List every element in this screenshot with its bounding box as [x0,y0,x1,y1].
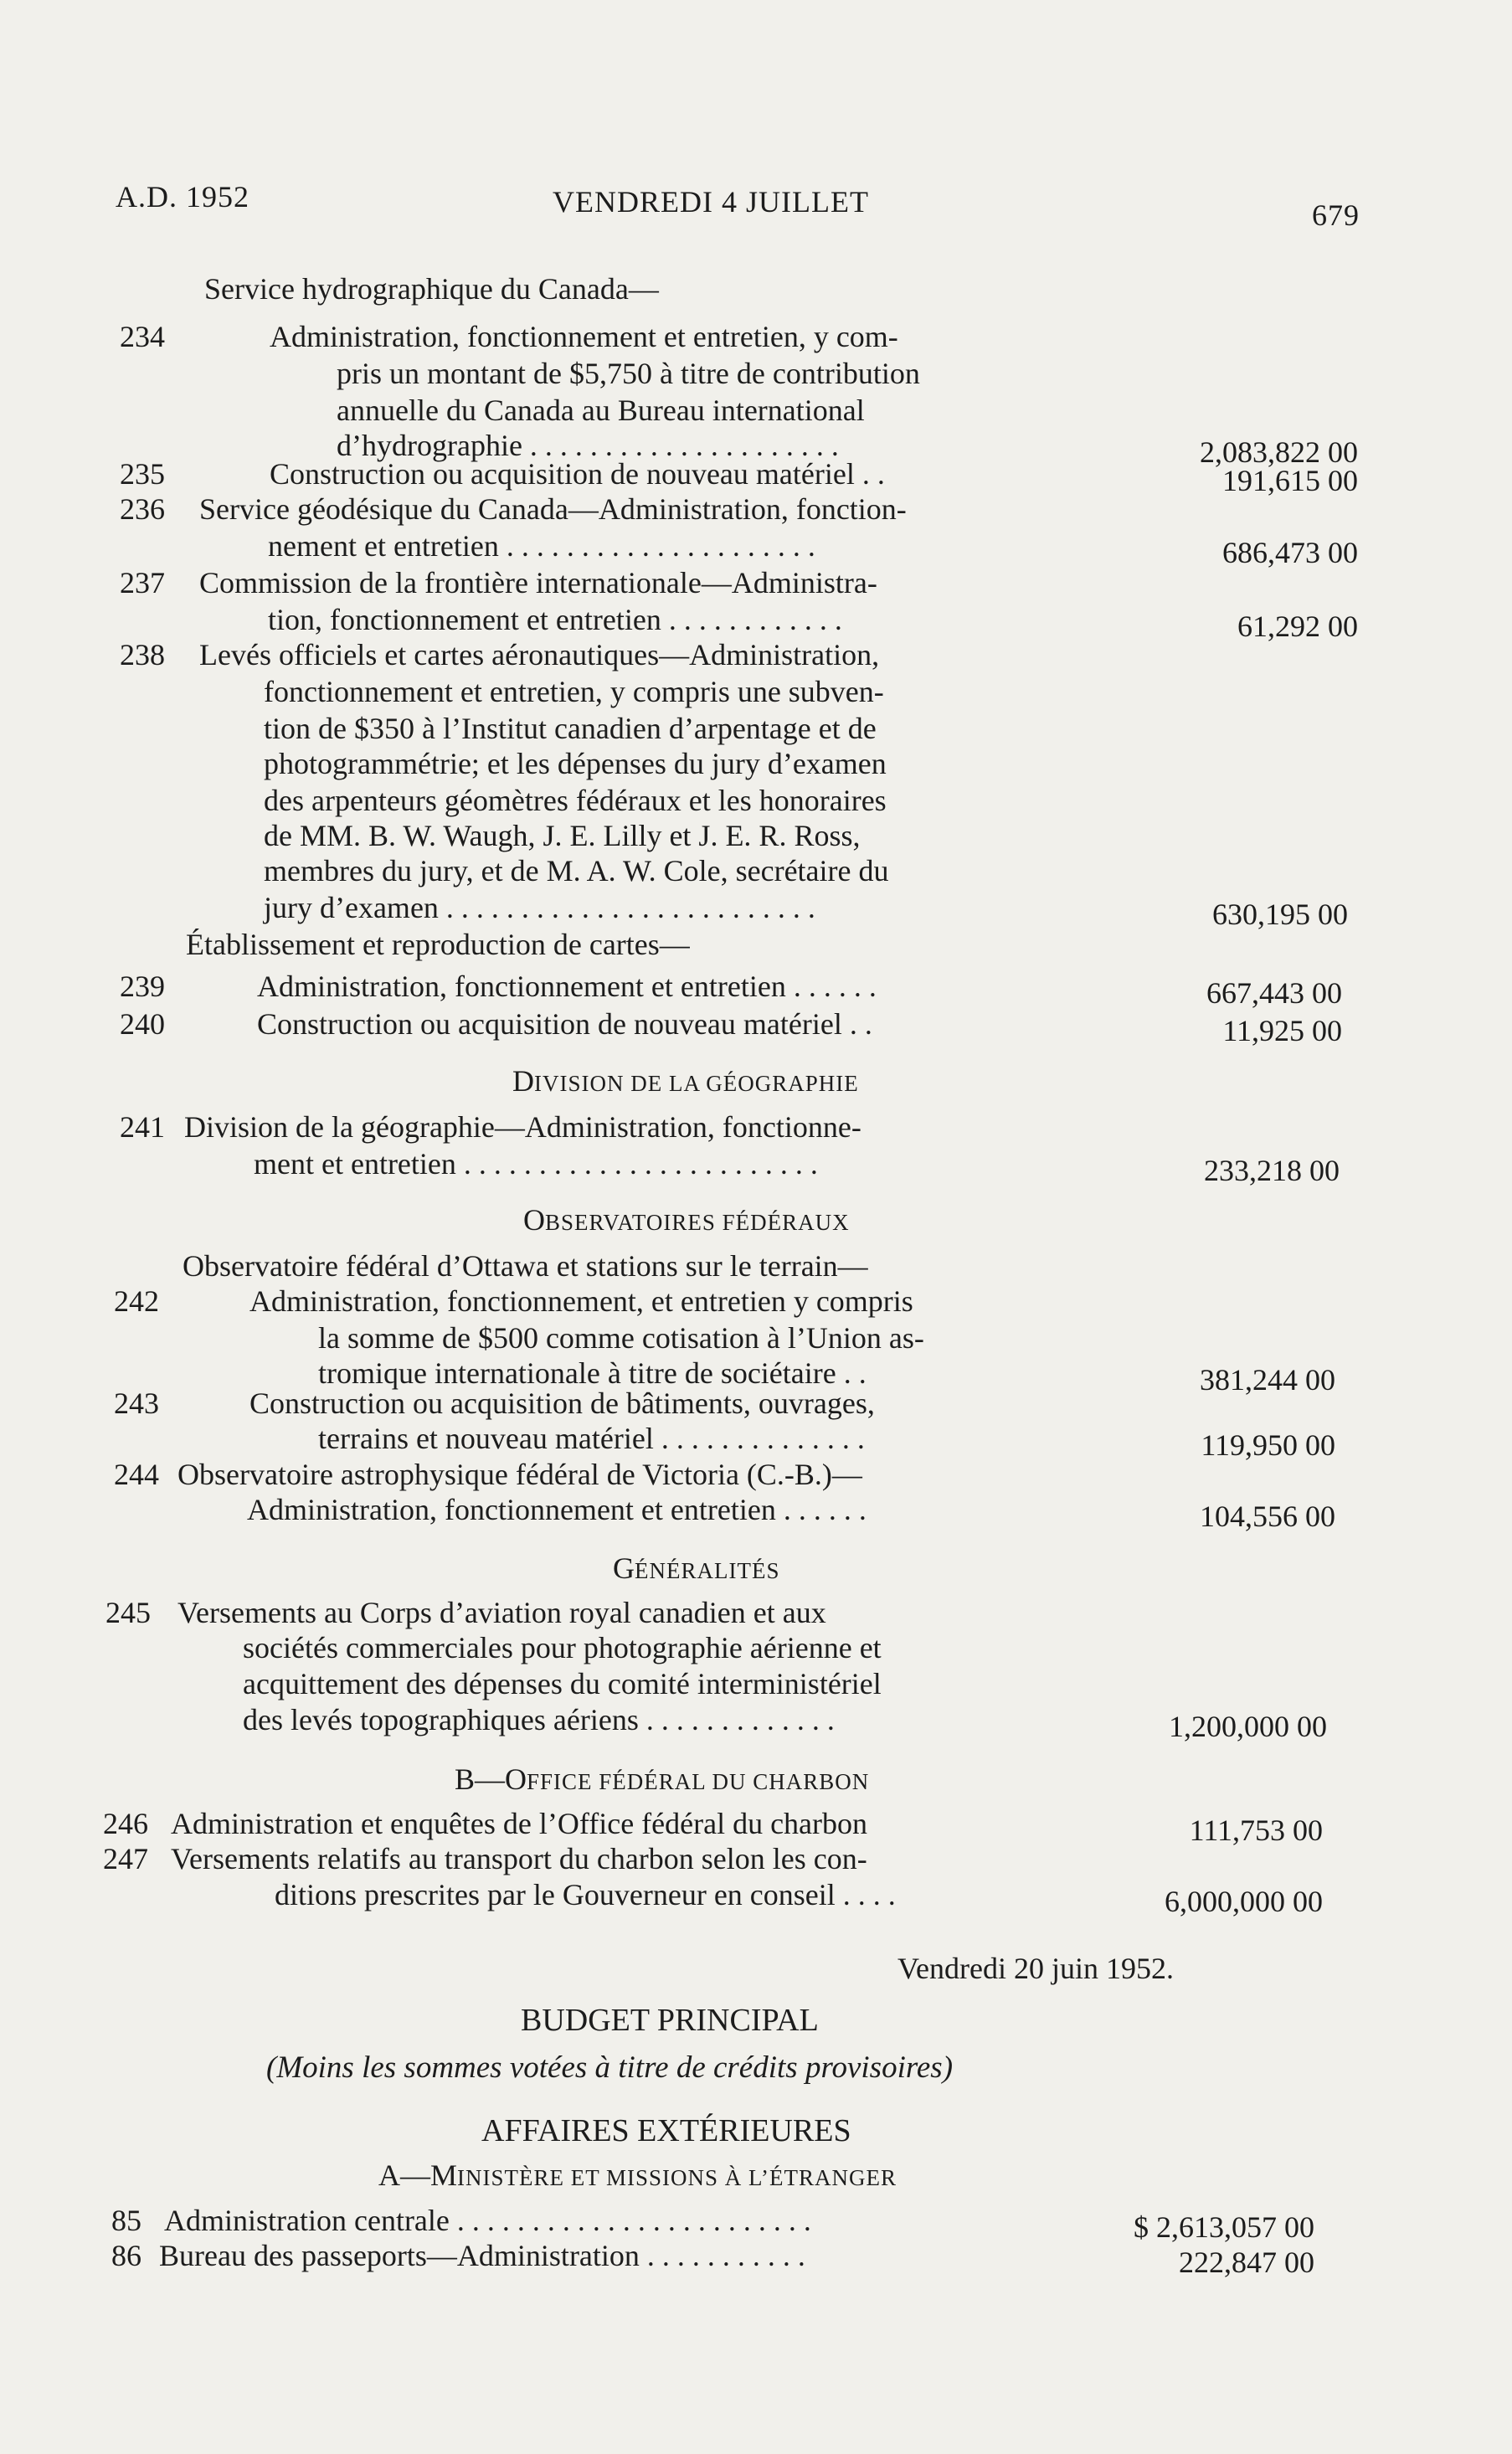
vote-number: 237 [120,566,165,599]
entry-text: Construction ou acquisition de nouveau matériel . . [257,1007,872,1041]
budget-subtitle: (Moins les sommes votées à titre de crédits provisoires) [266,2050,954,2085]
section-heading-initial: D [512,1064,534,1098]
entry-text: Administration, fonctionnement et entretien, y com- [270,320,898,353]
section-heading-rest: BSERVATOIRES FÉDÉRAUX [545,1210,850,1235]
vote-number: 242 [114,1284,159,1318]
entry-text: Versements au Corps d’aviation royal canadien et aux [177,1596,826,1629]
entry-text: Commission de la frontière internationale—Administra- [199,566,877,599]
entry-amount: 104,556 00 [1200,1500,1335,1533]
page-number: 679 [1312,198,1360,232]
entry-text: des levés topographiques aériens . . . . . . . . . . . . . [243,1703,835,1736]
section-heading-rest: FFICE FÉDÉRAL DU CHARBON [527,1769,870,1794]
section-heading-charbon [455,1764,869,1794]
entry-text: la somme de $500 comme cotisation à l’Union as- [318,1321,924,1355]
section-heading-rest: INISTÈRE ET MISSIONS À L’ÉTRANGER [457,2165,897,2190]
entry-text: Levés officiels et cartes aéronautiques—Administration, [199,638,880,671]
entry-amount: 191,615 00 [1222,464,1358,497]
entry-amount: 119,950 00 [1201,1428,1335,1462]
entry-amount: $ 2,613,057 00 [1134,2210,1314,2244]
entry-text: ditions prescrites par le Gouverneur en conseil . . . . [275,1878,896,1911]
entry-text: jury d’examen . . . . . . . . . . . . . . . . . . . . . . . . . [264,891,815,924]
entry-text: Observatoire fédéral d’Ottawa et stations sur le terrain— [183,1249,868,1283]
entry-amount: 222,847 00 [1179,2246,1314,2279]
section-heading-rest: ÉNÉRALITÉS [635,1558,780,1583]
entry-text: Administration, fonctionnement et entretien . . . . . . [257,970,877,1003]
entry-text: acquittement des dépenses du comité interministériel [243,1667,882,1700]
vote-number: 243 [114,1386,159,1420]
vote-number: 85 [111,2204,141,2237]
affaires-title: AFFAIRES EXTÉRIEURES [481,2113,851,2148]
vote-number: 244 [114,1458,159,1491]
entry-amount: 667,443 00 [1206,976,1342,1010]
entry-text: Administration et enquêtes de l’Office fédéral du charbon [171,1807,868,1840]
entry-text: terrains et nouveau matériel . . . . . . . . . . . . . . [318,1422,865,1455]
entry-amount: 6,000,000 00 [1165,1885,1323,1918]
entry-text: d’hydrographie . . . . . . . . . . . . . . . . . . . . . [337,429,839,462]
entry-text: annuelle du Canada au Bureau international [337,394,865,427]
section-heading-observatoires [523,1205,850,1235]
section-heading-initial: B—O [455,1762,527,1796]
entry-text: tromique internationale à titre de sociétaire . . [318,1356,867,1390]
header-date: VENDREDI 4 JUILLET [553,185,869,219]
entry-amount: 1,200,000 00 [1169,1710,1327,1743]
section-heading-rest: IVISION DE LA GÉOGRAPHIE [534,1071,859,1096]
entry-text: Division de la géographie—Administration, fonctionne- [184,1110,861,1144]
section-heading-geographie [512,1066,859,1096]
entry-amount: 111,753 00 [1189,1813,1323,1847]
header-year: A.D. 1952 [116,180,249,214]
entry-text: membres du jury, et de M. A. W. Cole, secrétaire du [264,854,889,887]
budget-title: BUDGET PRINCIPAL [521,2003,819,2038]
vote-number: 246 [103,1807,148,1840]
entry-text: Service géodésique du Canada—Administration, fonction- [199,492,907,526]
entry-amount: 630,195 00 [1212,898,1348,931]
entry-text: tion, fonctionnement et entretien . . . . . . . . . . . . [268,603,842,636]
entry-text: des arpenteurs géomètres fédéraux et les honoraires [264,784,887,817]
entry-text: nement et entretien . . . . . . . . . . . . . . . . . . . . . [268,529,815,563]
entry-text: photogrammétrie; et les dépenses du jury d’examen [264,747,887,780]
vote-number: 86 [111,2239,141,2272]
date-line: Vendredi 20 juin 1952. [897,1952,1174,1985]
entry-text: Bureau des passeports—Administration . . . . . . . . . . . [159,2239,805,2272]
entry-text: de MM. B. W. Waugh, J. E. Lilly et J. E. R. Ross, [264,819,861,852]
entry-amount: 61,292 00 [1237,610,1358,643]
entry-text: Administration, fonctionnement et entretien . . . . . . [247,1493,867,1526]
vote-number: 245 [105,1596,151,1629]
vote-number: 235 [120,457,165,491]
entry-text: Administration centrale . . . . . . . . . . . . . . . . . . . . . . . . [164,2204,811,2237]
entry-text: ment et entretien . . . . . . . . . . . . . . . . . . . . . . . . [254,1147,818,1181]
entry-amount: 686,473 00 [1222,536,1358,569]
section-heading-initial: G [613,1551,635,1585]
vote-number: 239 [120,970,165,1003]
section-heading-initial: A—M [378,2158,458,2192]
vote-number: 240 [120,1007,165,1041]
section-heading-initial: O [523,1203,545,1237]
entry-text: Service hydrographique du Canada— [204,272,659,306]
entry-text: Observatoire astrophysique fédéral de Victoria (C.-B.)— [177,1458,862,1491]
section-heading-generalites [613,1553,779,1583]
entry-text: Versements relatifs au transport du charbon selon les con- [171,1842,867,1875]
entry-text: Construction ou acquisition de nouveau matériel . . [270,457,885,491]
entry-amount: 2,083,822 00 [1200,435,1358,469]
entry-amount: 233,218 00 [1204,1154,1340,1187]
vote-number: 238 [120,638,165,671]
entry-text: tion de $350 à l’Institut canadien d’arpentage et de [264,712,877,745]
entry-text: sociétés commerciales pour photographie aérienne et [243,1631,882,1664]
entry-amount: 11,925 00 [1222,1014,1342,1047]
vote-number: 236 [120,492,165,526]
vote-number: 234 [120,320,165,353]
entry-text: Établissement et reproduction de cartes— [186,928,690,961]
entry-text: Construction ou acquisition de bâtiments, ouvrages, [249,1386,875,1420]
section-heading-ministere [378,2160,897,2190]
entry-text: fonctionnement et entretien, y compris une subven- [264,675,884,708]
vote-number: 241 [120,1110,165,1144]
entry-text: Administration, fonctionnement, et entretien y compris [249,1284,913,1318]
vote-number: 247 [103,1842,148,1875]
entry-text: pris un montant de $5,750 à titre de contribution [337,357,920,390]
entry-amount: 381,244 00 [1200,1363,1335,1397]
